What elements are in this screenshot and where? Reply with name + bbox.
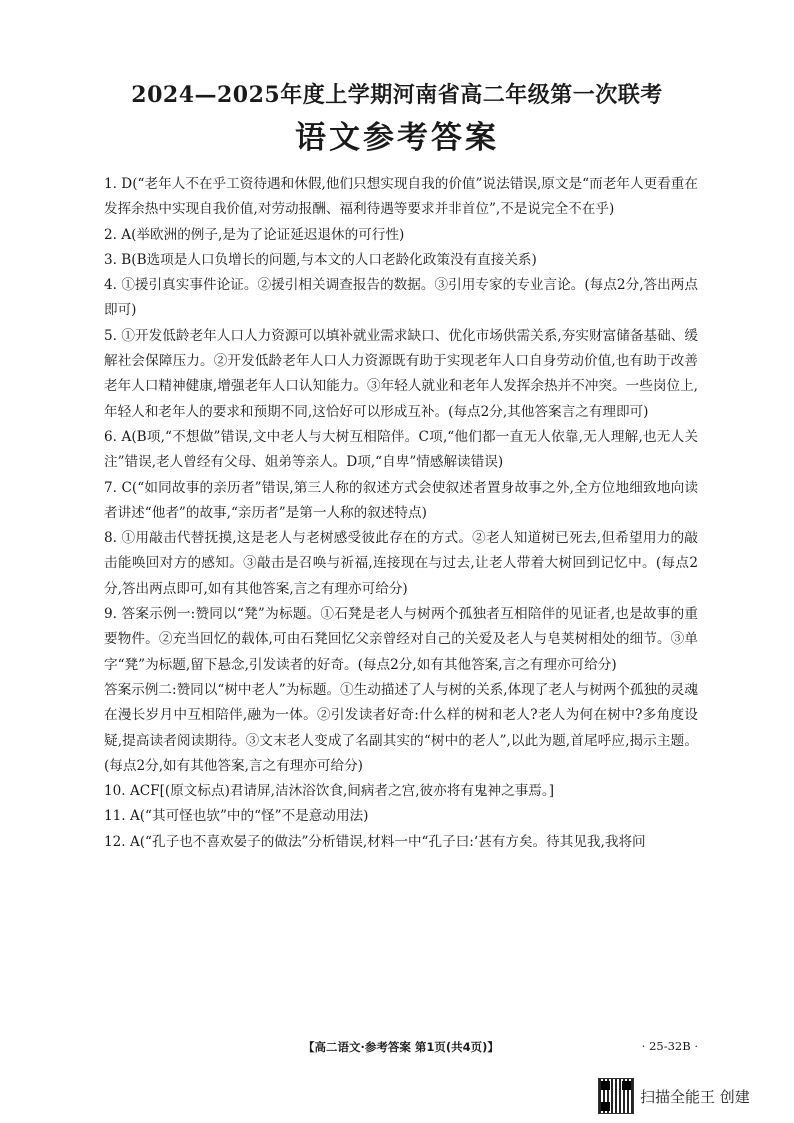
exam-title: 2024—2025年度上学期河南省高二年级第一次联考 <box>131 82 663 108</box>
document-title: 语文参考答案 <box>295 120 499 156</box>
answer-item-10: 10. ACF[(原文标点)君请屏,洁沐浴饮食,间病者之宫,彼亦将有鬼神之事焉。] <box>104 783 554 800</box>
answer-item-4: 4. ①援引真实事件论证。②援引相关调查报告的数据。③引用专家的专业言论。(每点2分,答出两点即可) <box>104 277 698 319</box>
answer-item-7: 7. C(“如同故事的亲历者”错误,第三人称的叙述方式会使叙述者置身故事之外,全方位地细致地向读者讲述“他者”的故事,“亲历者”是第一人称的叙述特点) <box>104 479 698 521</box>
answer-item-1: 1. D(“老年人不在乎工资待遇和休假,他们只想实现自我的价值”说法错误,原文是“而老年人更看重在发挥余热中实现自我价值,对劳动报酬、福利待遇等要求并非首位”,不是说完全不在乎) <box>104 176 698 218</box>
answer-item-5: 5. ①开发低龄老年人口人力资源可以填补就业需求缺口、优化市场供需关系,夯实财富储备基础、缓解社会保障压力。②开发低龄老年人口人力资源既有助于实现老年人口自身劳动价值,也有助于改善老年人口精神健康,增强老年人口认知能力。③年轻人就业和老年人发挥余热并不冲突。一些岗位上,年轻人和老年人的要求和预期不同,这恰好可以形成互补。(每点2分,其他答案言之有理即可) <box>104 327 698 420</box>
answer-list <box>104 172 698 855</box>
answer-item-8: 8. ①用敲击代替抚摸,这是老人与老树感受彼此存在的方式。②老人知道树已死去,但希望用力的敲击能唤回对方的感知。③敲击是召唤与祈福,连接现在与过去,让老人带着大树回到记忆中。(每点2分,答出两点即可,如有其他答案,言之有理亦可给分) <box>104 530 698 597</box>
answer-item-6: 6. A(B项,“不想做”错误,文中老人与大树互相陪伴。C项,“他们都一直无人依靠,无人理解,也无人关注”错误,老人曾经有父母、姐弟等亲人。D项,“自卑”情感解读错误) <box>104 428 698 471</box>
answer-item-9: 9. 答案示例一:赞同以“凳”为标题。①石凳是老人与树两个孤独者互相陪伴的见证者,也是故事的重要物件。②充当回忆的载体,可由石凳回忆父亲曾经对自己的关爱及老人与皂荚树相处的细节。③单字“凳”为标题,留下悬念,引发读者的好奇。(每点2分,如有其他答案,言之有理亦可给分) <box>104 606 698 673</box>
answer-item-9-example-2: 答案示例二:赞同以“树中老人”为标题。①生动描述了人与树的关系,体现了老人与树两个孤独的灵魂在漫长岁月中互相陪伴,融为一体。②引发读者好奇:什么样的树和老人?老人为何在树中?多角度设疑,提高读者阅读期待。③文末老人变成了名副其实的“树中的老人”,以此为题,首尾呼应,揭示主题。(每点2分,如有其他答案,言之有理亦可给分) <box>104 681 698 774</box>
watermark-text: 扫描全能王 创建 <box>640 1088 750 1106</box>
qr-code-icon <box>598 1078 634 1114</box>
paper-code: · 25-32B · <box>641 1039 698 1053</box>
answer-item-2: 2. A(举欧洲的例子,是为了论证延迟退休的可行性) <box>104 226 405 243</box>
page-label: 【高二语文·参考答案 第1页(共4页)】 <box>303 1040 499 1054</box>
answer-item-11: 11. A(“其可怪也欤”中的“怪”不是意动用法) <box>104 808 369 825</box>
answer-item-12: 12. A(“孔子也不喜欢晏子的做法”分析错误,材料一中“孔子曰:‘甚有方矣。待其见我,我将问 <box>104 833 646 850</box>
scanner-watermark <box>598 1078 778 1114</box>
page-footer <box>104 1039 698 1059</box>
answer-item-3: 3. B(B选项是人口负增长的问题,与本文的人口老龄化政策没有直接关系) <box>104 251 537 268</box>
